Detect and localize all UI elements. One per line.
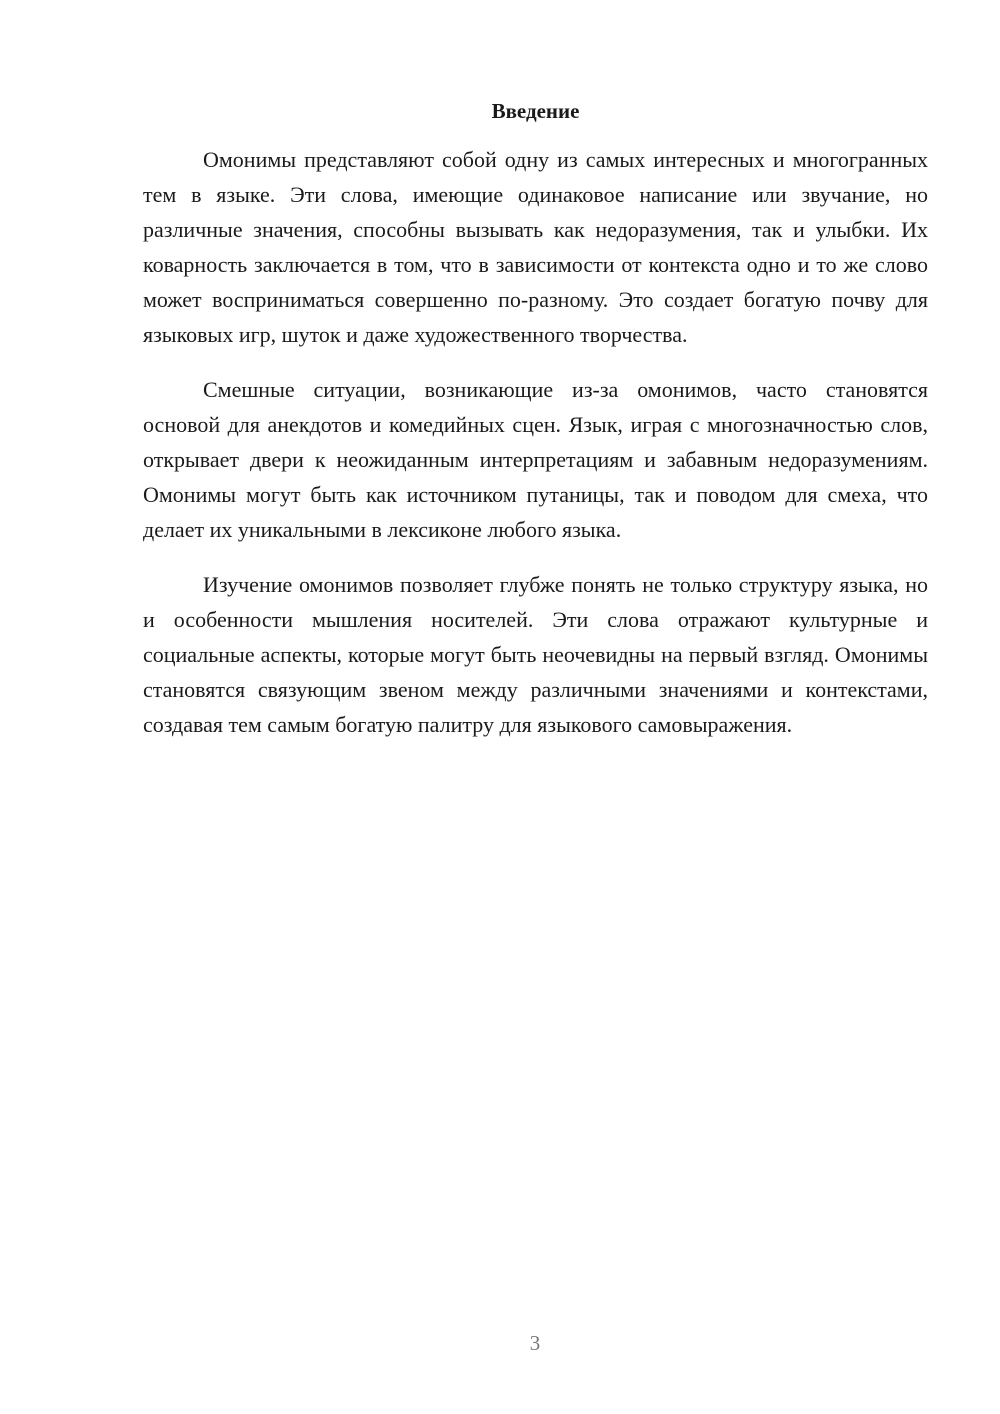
paragraph-1: Омонимы представляют собой одну из самых интересных и многогранных тем в языке. Эти слова, имеющие одинаковое написание или звучание, но различные значения, способны вызывать как недоразумения, так и улыбки. Их коварность заключается в том, что в зависимости от контекста одно и то же слово может восприниматься совершенно по-разному. Это создает богатую почву для языковых игр, шуток и даже художественного творчества. [143, 147, 928, 347]
section-heading: Введение [491, 99, 580, 123]
paragraph-2: Смешные ситуации, возникающие из-за омонимов, часто становятся основой для анекдотов и комедийных сцен. Язык, играя с многозначностью слов, открывает двери к неожиданным интерпретациям и забавным недоразумениям. Омонимы могут быть как источником путаницы, так и поводом для смеха, что делает их уникальными в лексиконе любого языка. [143, 377, 928, 542]
page-content [143, 95, 928, 762]
paragraph-3: Изучение омонимов позволяет глубже понять не только структуру языка, но и особенности мышления носителей. Эти слова отражают культурные и социальные аспекты, которые могут быть неочевидны на первый взгляд. Омонимы становятся связующим звеном между различными значениями и контекстами, создавая тем самым богатую палитру для языкового самовыражения. [143, 572, 928, 737]
page-number: 3 [529, 1331, 541, 1355]
